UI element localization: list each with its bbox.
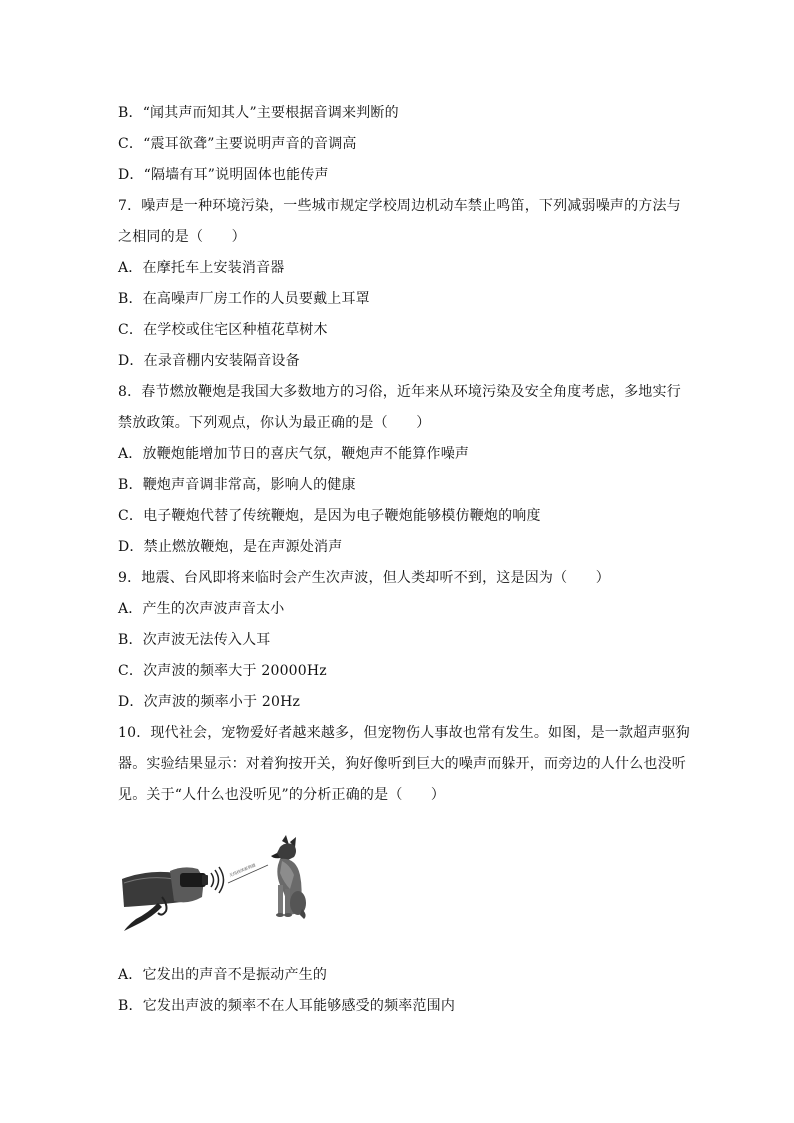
question-7-option-a: A．在摩托车上安装消音器	[118, 260, 285, 276]
dog-icon	[271, 835, 306, 919]
question-8-option-c: C．电子鞭炮代替了传统鞭炮，是因为电子鞭炮能够模仿鞭炮的响度	[118, 508, 541, 524]
question-9-line-1: 9．地震、台风即将来临时会产生次声波，但人类却听不到，这是因为（ ）	[118, 570, 610, 586]
beam-caption: 无线持续驱狗器	[228, 862, 257, 878]
question-9-option-d: D．次声波的频率小于 20Hz	[118, 694, 301, 710]
question-9-option-c: C．次声波的频率大于 20000Hz	[118, 663, 327, 679]
question-8-option-a: A．放鞭炮能增加节日的喜庆气氛，鞭炮声不能算作噪声	[118, 446, 470, 462]
sound-wave-icon	[211, 867, 224, 893]
ultrasonic-dog-repeller-figure	[118, 835, 308, 935]
line-1: B．“闻其声而知其人”主要根据音调来判断的	[118, 105, 399, 121]
question-7-line-2: 之相同的是（ ）	[118, 229, 246, 245]
question-7-option-c: C．在学校或住宅区种植花草树木	[118, 322, 328, 338]
question-8-line-1: 8．春节燃放鞭炮是我国大多数地方的习俗，近年来从环境污染及安全角度考虑，多地实行	[118, 384, 681, 400]
question-8-line-2: 禁放政策。下列观点，你认为最正确的是（ ）	[118, 415, 431, 431]
question-7-option-d: D．在录音棚内安装隔音设备	[118, 353, 300, 369]
line-2: C．“震耳欲聋”主要说明声音的音调高	[118, 136, 357, 152]
hand-holding-device-icon	[122, 867, 208, 931]
question-9-option-a: A．产生的次声波声音太小	[118, 601, 285, 617]
question-10-option-b: B．它发出声波的频率不在人耳能够感受的频率范围内	[118, 998, 456, 1014]
question-8-option-b: B．鞭炮声音调非常高，影响人的健康	[118, 477, 356, 493]
question-7-option-b: B．在高噪声厂房工作的人员要戴上耳罩	[118, 291, 370, 307]
question-10-line-2: 器。实验结果显示：对着狗按开关，狗好像听到巨大的噪声而躲开，而旁边的人什么也没听	[118, 756, 686, 772]
beam-line-icon	[228, 861, 268, 883]
question-7-line-1: 7．噪声是一种环境污染，一些城市规定学校周边机动车禁止鸣笛，下列减弱噪声的方法与	[118, 198, 681, 214]
question-10-line-3: 见。关于“人什么也没听见”的分析正确的是（ ）	[118, 787, 446, 803]
question-9-option-b: B．次声波无法传入人耳	[118, 632, 271, 648]
line-3: D．“隔墙有耳”说明固体也能传声	[118, 167, 329, 183]
question-10-line-1: 10．现代社会，宠物爱好者越来越多，但宠物伤人事故也常有发生。如图，是一款超声驱狗	[118, 725, 691, 741]
question-8-option-d: D．禁止燃放鞭炮，是在声源处消声	[118, 539, 343, 555]
question-10-option-a: A．它发出的声音不是振动产生的	[118, 967, 328, 983]
